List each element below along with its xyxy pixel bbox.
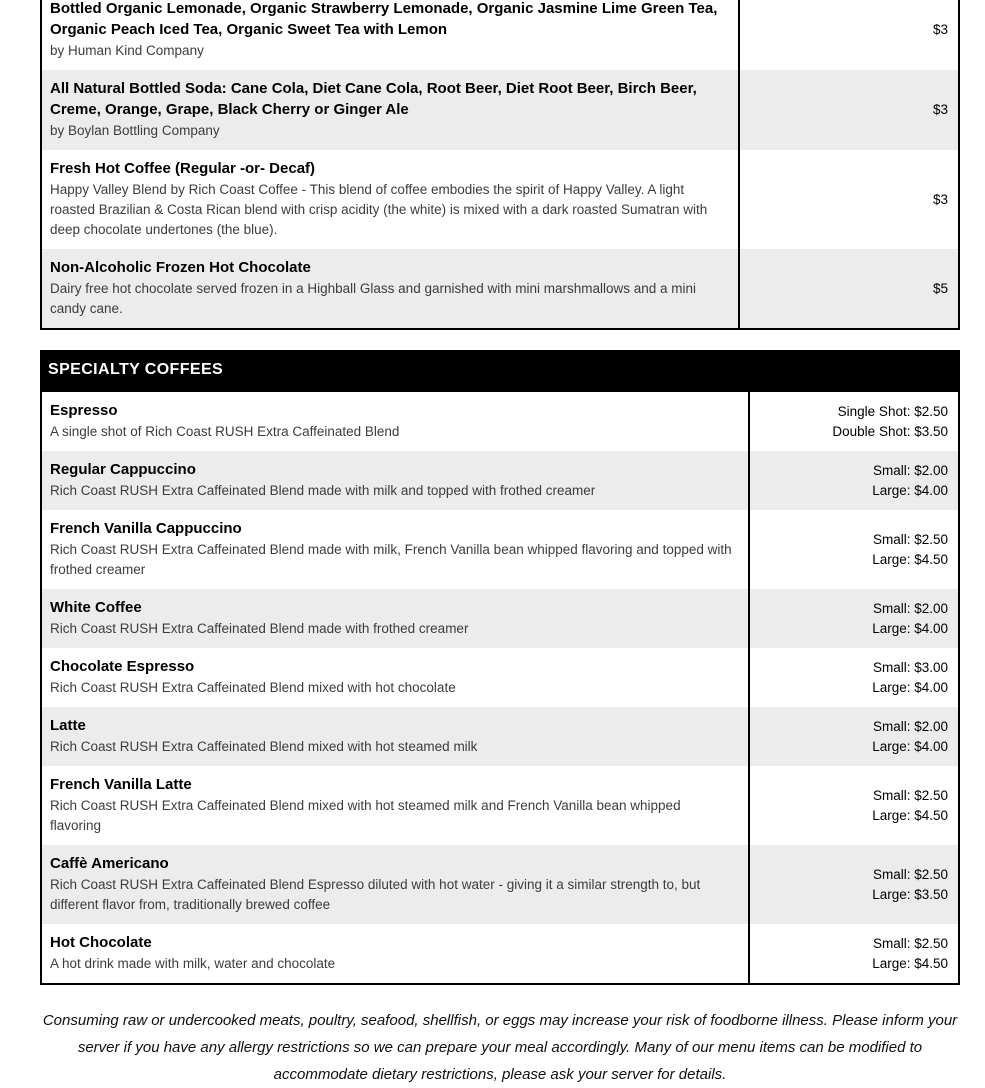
price-value: $3 [932,22,948,37]
item-price [749,451,959,510]
beverages-table [40,0,960,330]
item-price [749,845,959,924]
item-price [749,766,959,845]
item-cell [41,510,749,589]
menu-page [40,0,960,1088]
price-line: Double Shot: $3.50 [832,423,948,439]
section-header-specialty-coffees: SPECIALTY COFFEES [40,350,960,390]
item-price [739,150,959,249]
item-description: Happy Valley Blend by Rich Coast Coffee - This blend of coffee embodies the spirit of Happy Valley. A light roasted Brazilian & Costa Rican blend with crisp acidity (the white) is mixed with a dark roasted Sumatran with deep chocolate undertones (the blue). [50,182,708,237]
item-byline: by Human Kind Company [50,43,204,58]
price-line: Small: $2.50 [872,787,948,803]
item-name: White Coffee [50,599,142,616]
price-line: Large: $4.00 [872,679,948,695]
price-value: $3 [932,191,948,207]
item-cell [41,845,749,924]
item-description: Rich Coast RUSH Extra Caffeinated Blend mixed with hot steamed milk and French Vanilla bean whipped flavoring [50,798,681,833]
item-description: Rich Coast RUSH Extra Caffeinated Blend made with frothed creamer [50,621,469,636]
item-cell [41,391,749,451]
item-price [749,391,959,451]
item-name: Regular Cappuccino [50,461,196,478]
table-row [41,766,959,845]
table-row [41,845,959,924]
table-row [41,150,959,249]
item-byline: by Boylan Bottling Company [50,123,220,138]
item-cell [41,249,739,329]
price-line: Large: $4.50 [872,955,948,971]
table-row [41,0,959,70]
item-cell [41,589,749,648]
disclaimer-text: Consuming raw or undercooked meats, poultry, seafood, shellfish, or eggs may increase your risk of foodborne illness. Please inform your server if you have any allergy restrictions so we can prepare your meal accordingly. Many of our menu items can be modified to accommodate dietary restrictions, please ask your server for details. [42,1012,958,1083]
item-name: All Natural Bottled Soda: Cane Cola, Diet Cane Cola, Root Beer, Diet Root Beer, Birch Beer, Creme, Orange, Grape, Black Cherry or Ginger Ale [50,80,697,118]
item-name: French Vanilla Latte [50,776,192,793]
price-line: Small: $2.50 [872,866,948,882]
price-line: Large: $4.00 [872,620,948,636]
item-price [739,70,959,150]
item-price [749,707,959,766]
item-description: Rich Coast RUSH Extra Caffeinated Blend Espresso diluted with hot water - giving it a similar strength to, but different flavor from, traditionally brewed coffee [50,877,701,912]
item-name: Chocolate Espresso [50,658,195,675]
item-name: Hot Chocolate [50,934,152,951]
item-price [749,589,959,648]
price-line: Small: $3.00 [872,659,948,675]
price-line: Single Shot: $2.50 [837,403,948,419]
item-cell [41,766,749,845]
item-cell [41,924,749,984]
item-description: Rich Coast RUSH Extra Caffeinated Blend made with milk and topped with frothed creamer [50,483,596,498]
item-description: A single shot of Rich Coast RUSH Extra Caffeinated Blend [50,424,400,439]
item-description: Dairy free hot chocolate served frozen in a Highball Glass and garnished with mini marshmallows and a mini candy cane. [50,281,697,316]
price-line: Large: $4.50 [872,551,948,567]
price-line: Large: $4.00 [872,482,948,498]
table-row [41,924,959,984]
table-row [41,648,959,707]
item-price [749,648,959,707]
item-description: Rich Coast RUSH Extra Caffeinated Blend mixed with hot steamed milk [50,739,478,754]
table-row [41,510,959,589]
item-description: Rich Coast RUSH Extra Caffeinated Blend made with milk, French Vanilla bean whipped flavoring and topped with frothed creamer [50,542,732,577]
item-name: Caffè Americano [50,855,169,872]
item-description: A hot drink made with milk, water and chocolate [50,956,336,971]
specialty-coffees-table [40,390,960,985]
item-description: Rich Coast RUSH Extra Caffeinated Blend mixed with hot chocolate [50,680,456,695]
price-value: $5 [932,280,948,296]
item-name: Fresh Hot Coffee (Regular -or- Decaf) [50,160,316,177]
item-price [739,249,959,329]
price-line: Large: $4.50 [872,807,948,823]
table-row [41,589,959,648]
price-line: Small: $2.50 [872,531,948,547]
item-cell [41,707,749,766]
table-row [41,249,959,329]
table-row [41,391,959,451]
item-cell [41,0,739,70]
price-line: Large: $4.00 [872,738,948,754]
price-line: Small: $2.00 [872,600,948,616]
price-line: Small: $2.00 [872,718,948,734]
table-row [41,451,959,510]
item-name: French Vanilla Cappuccino [50,520,242,537]
item-cell [41,451,749,510]
item-cell [41,70,739,150]
price-line: Small: $2.50 [872,935,948,951]
price-value: $3 [932,102,948,117]
item-price [749,924,959,984]
price-line: Large: $3.50 [872,886,948,902]
item-name: Espresso [50,402,118,419]
item-name: Non-Alcoholic Frozen Hot Chocolate [50,259,311,276]
item-cell [41,150,739,249]
price-line: Small: $2.00 [872,462,948,478]
table-row [41,70,959,150]
item-cell [41,648,749,707]
item-price [749,510,959,589]
item-name: Latte [50,717,86,734]
item-name: Bottled Organic Lemonade, Organic Strawberry Lemonade, Organic Jasmine Lime Green Tea, Organic Peach Iced Tea, Organic Sweet Tea with Lemon [50,0,718,38]
item-price [739,0,959,70]
table-row [41,707,959,766]
